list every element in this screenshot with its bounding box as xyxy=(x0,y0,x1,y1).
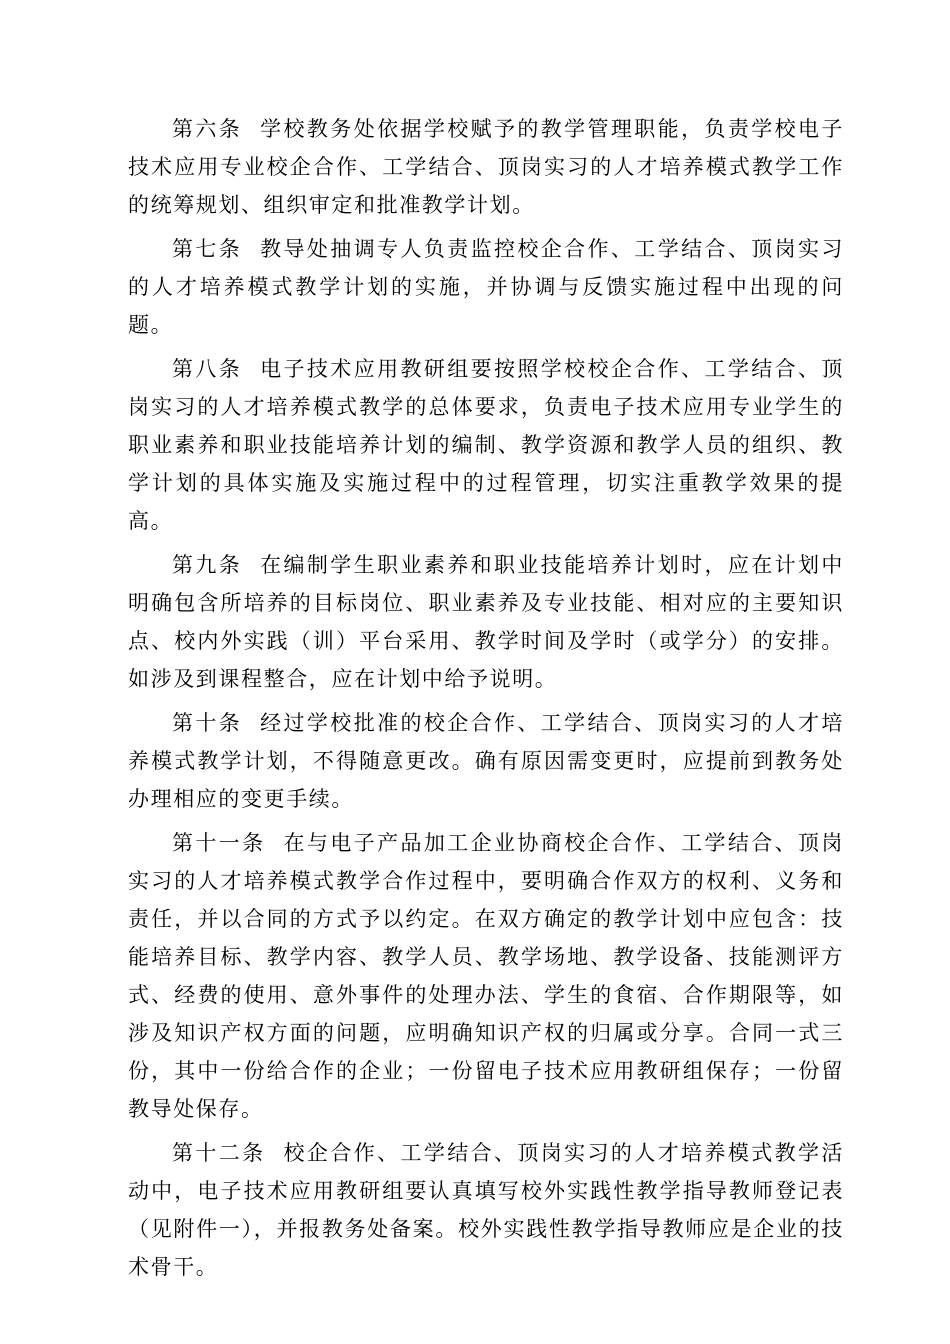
article-text: 学校教务处依据学校赋予的教学管理职能，负责学校电子技术应用专业校企合作、工学结合、顶岗实习的人才培养模式教学工作的统筹规划、组织审定和批准教学计划。 xyxy=(128,117,844,217)
article-9 xyxy=(128,546,844,698)
article-text: 校企合作、工学结合、顶岗实习的人才培养模式教学活动中，电子技术应用教研组要认真填写校外实践性教学指导教师登记表（见附件一），并报教务处备案。校外实践性教学指导教师应是企业的技术骨干。 xyxy=(128,1141,844,1279)
article-number: 第九条 xyxy=(172,553,243,577)
article-number: 第十条 xyxy=(172,711,243,735)
article-text: 在编制学生职业素养和职业技能培养计划时，应在计划中明确包含所培养的目标岗位、职业素养及专业技能、相对应的主要知识点、校内外实践（训）平台采用、教学时间及学时（或学分）的安排。如涉及到课程整合，应在计划中给予说明。 xyxy=(128,553,844,691)
article-8 xyxy=(128,350,844,540)
article-6 xyxy=(128,110,844,224)
article-text: 教导处抽调专人负责监控校企合作、工学结合、顶岗实习的人才培养模式教学计划的实施，并协调与反馈实施过程中出现的问题。 xyxy=(128,237,844,337)
article-number: 第七条 xyxy=(172,237,243,261)
article-text: 在与电子产品加工企业协商校企合作、工学结合、顶岗实习的人才培养模式教学合作过程中，要明确合作双方的权利、义务和责任，并以合同的方式予以约定。在双方确定的教学计划中应包含：技能培养目标、教学内容、教学人员、教学场地、教学设备、技能测评方式、经费的使用、意外事件的处理办法、学生的食宿、合作期限等，如涉及知识产权方面的问题，应明确知识产权的归属或分享。合同一式三份，其中一份给合作的企业；一份留电子技术应用教研组保存；一份留教导处保存。 xyxy=(128,831,844,1121)
article-number: 第六条 xyxy=(172,117,243,141)
article-10 xyxy=(128,704,844,818)
article-text: 电子技术应用教研组要按照学校校企合作、工学结合、顶岗实习的人才培养模式教学的总体要求，负责电子技术应用专业学生的职业素养和职业技能培养计划的编制、教学资源和教学人员的组织、教学计划的具体实施及实施过程中的过程管理，切实注重教学效果的提高。 xyxy=(128,357,844,533)
article-11 xyxy=(128,824,844,1128)
article-text: 经过学校批准的校企合作、工学结合、顶岗实习的人才培养模式教学计划，不得随意更改。确有原因需变更时，应提前到教务处办理相应的变更手续。 xyxy=(128,711,844,811)
article-number: 第十一条 xyxy=(172,831,266,855)
article-12 xyxy=(128,1134,844,1286)
article-7 xyxy=(128,230,844,344)
article-number: 第八条 xyxy=(172,357,243,381)
article-number: 第十二条 xyxy=(172,1141,266,1165)
document-body xyxy=(128,110,844,1292)
